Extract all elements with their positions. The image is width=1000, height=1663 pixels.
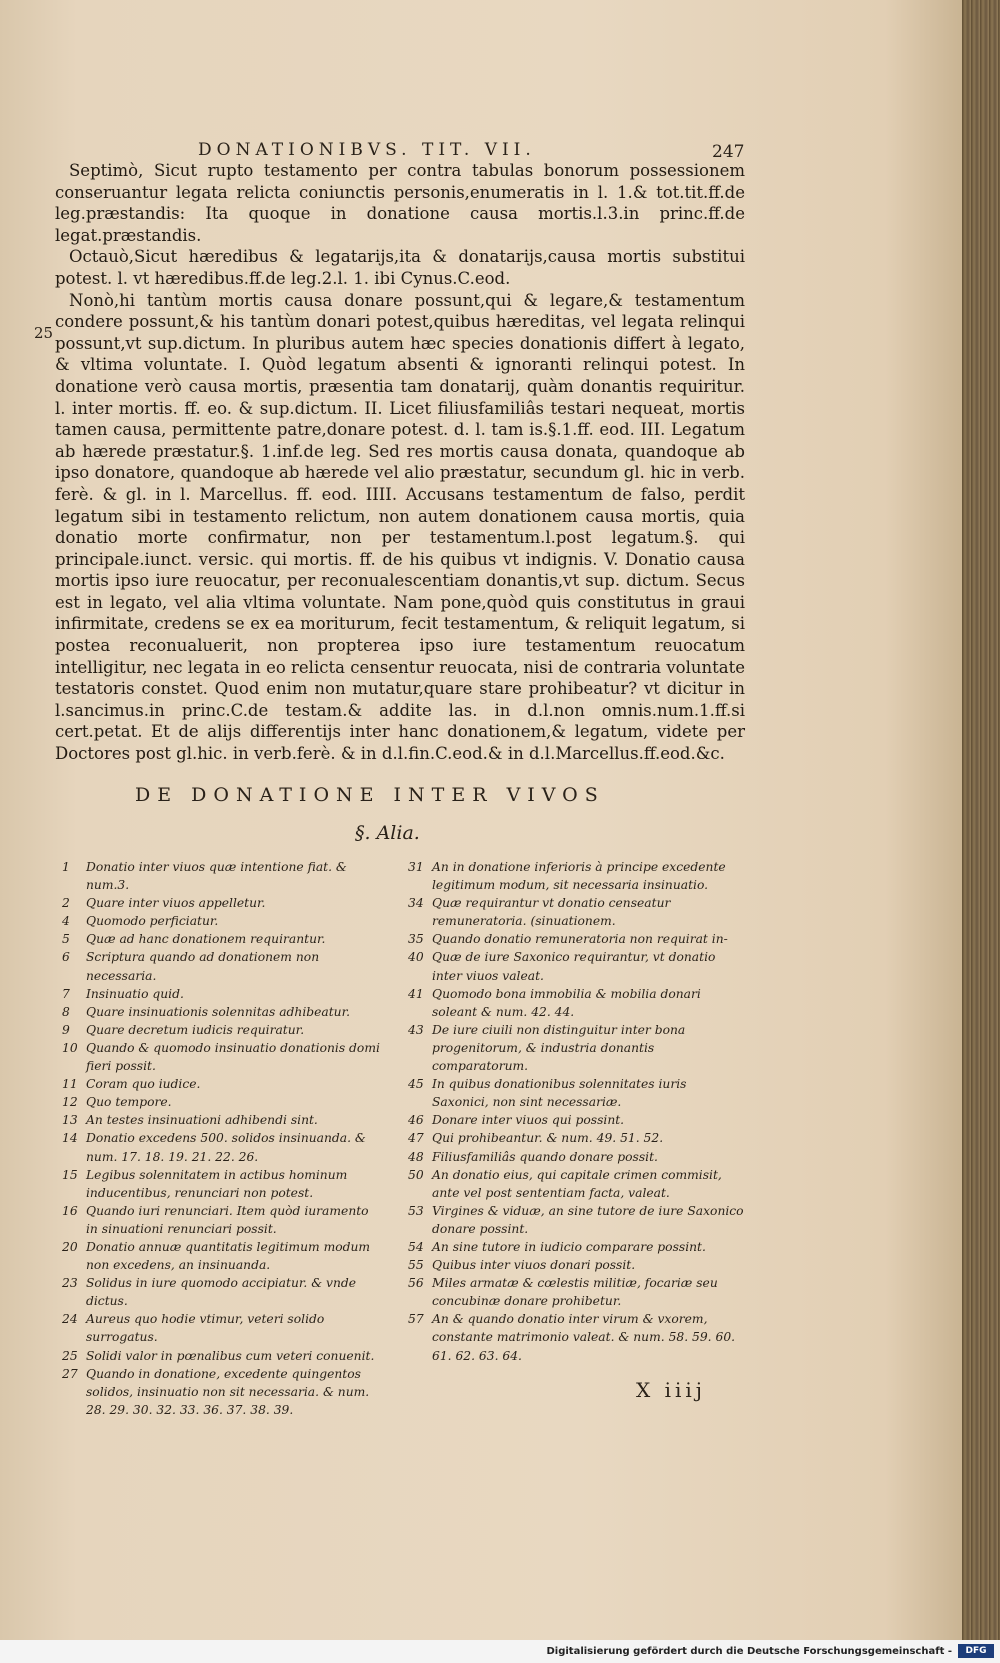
summary-item	[62, 912, 382, 930]
summary-item-number: 50	[408, 1167, 424, 1182]
summary-item-text: Quibus inter viuos donari possit.	[432, 1258, 636, 1273]
paragraph-octauo: Octauò,Sicut hæredibus & legatarijs,ita & donatarijs,causa mortis substitui potest. l. vt hæredibus.ff.de leg.2.l. 1. ibi Cynus.C.eod.	[55, 247, 745, 288]
summary-item-number: 35	[408, 932, 424, 947]
summary-item-text: Quare insinuationis solennitas adhibeatur.	[86, 1004, 351, 1019]
summary-item	[62, 1365, 382, 1419]
summary-item	[408, 1310, 744, 1364]
summary-item-text: Quando donatio remuneratoria non requirat in-	[432, 932, 728, 947]
summary-item	[62, 1111, 382, 1129]
summary-item-number: 54	[408, 1239, 424, 1254]
summary-item	[408, 1166, 744, 1202]
summary-item-text: An sine tutore in iudicio comparare possint.	[432, 1239, 706, 1254]
summary-item-number: 9	[62, 1022, 70, 1037]
body-text	[55, 160, 745, 765]
summary-item-text: Quando in donatione, excedente quingentos solidos, insinuatio non sit necessaria. & num. 28. 29. 30. 32. 33. 36. 37. 38. 39.	[86, 1366, 370, 1417]
summary-item-text: Solidus in iure quomodo accipiatur. & vnde dictus.	[86, 1276, 357, 1309]
summary-item-text: An in donatione inferioris à principe excedente legitimum modum, sit necessaria insinuatio.	[432, 860, 726, 893]
summary-item	[408, 1148, 744, 1166]
summary-item-text: Quomodo bona immobilia & mobilia donari soleant & num. 42. 44.	[432, 986, 701, 1019]
summary-item-number: 8	[62, 1004, 70, 1019]
summary-item-number: 57	[408, 1312, 424, 1327]
summary-item-text: Donare inter viuos qui possint.	[432, 1113, 625, 1128]
summary-item	[62, 930, 382, 948]
summary-item	[408, 1238, 744, 1256]
summary-item	[62, 985, 382, 1003]
summary-item-number: 16	[62, 1203, 78, 1218]
page-number: 247	[712, 142, 745, 162]
summary-item-number: 56	[408, 1276, 424, 1291]
summary-item	[408, 858, 744, 894]
summary-item	[408, 930, 744, 948]
summary-item-text: Coram quo iudice.	[86, 1077, 201, 1092]
summary-item-text: Legibus solennitatem in actibus hominum inducentibus, renunciari non potest.	[86, 1167, 348, 1200]
summary-item-text: Donatio excedens 500. solidos insinuanda. & num. 17. 18. 19. 21. 22. 26.	[86, 1131, 366, 1164]
summary-item-number: 40	[408, 950, 424, 965]
summary-item	[408, 1129, 744, 1147]
summary-item-number: 55	[408, 1258, 424, 1273]
summary-item-text: Virgines & viduæ, an sine tutore de iure Saxonico donare possint.	[432, 1203, 744, 1236]
summary-item-text: An testes insinuationi adhibendi sint.	[86, 1113, 318, 1128]
summary-item	[62, 1021, 382, 1039]
margin-line-number: 25	[34, 324, 54, 342]
summary-item	[62, 1274, 382, 1310]
summary-item	[62, 1129, 382, 1165]
summary-item	[62, 1166, 382, 1202]
summary-item-number: 14	[62, 1131, 78, 1146]
summary-item-number: 53	[408, 1203, 424, 1218]
summary-item	[408, 948, 744, 984]
summary-item-number: 15	[62, 1167, 78, 1182]
summary-item-number: 20	[62, 1239, 78, 1254]
dfg-logo: DFG	[958, 1644, 994, 1658]
summary-item-number: 7	[62, 986, 70, 1001]
summary-item-text: De iure ciuili non distinguitur inter bona progenitorum, & industria donantis comparatorum.	[432, 1022, 686, 1074]
summary-item-number: 24	[62, 1312, 78, 1327]
summary-column-right	[408, 858, 744, 1365]
summary-item-number: 45	[408, 1077, 424, 1092]
summary-item-text: Scriptura quando ad donationem non necessaria.	[86, 950, 320, 983]
summary-item	[408, 1202, 744, 1238]
summary-item-number: 41	[408, 986, 424, 1001]
summary-item-text: Quæ de iure Saxonico requirantur, vt donatio inter viuos valeat.	[432, 950, 716, 983]
summary-item	[62, 1238, 382, 1274]
summary-item-text: In quibus donationibus solennitates iuris Saxonici, non sint necessariæ.	[432, 1077, 687, 1110]
summary-item	[408, 1111, 744, 1129]
summary-item-number: 34	[408, 896, 424, 911]
summary-item-text: Quomodo perficiatur.	[86, 914, 219, 929]
summary-item-text: Quæ ad hanc donationem requirantur.	[86, 932, 326, 947]
summary-item-text: Insinuatio quid.	[86, 986, 184, 1001]
summary-item-text: Quo tempore.	[86, 1095, 172, 1110]
summary-item-text: Donatio inter viuos quæ intentione fiat. & num.3.	[86, 860, 347, 893]
summary-item-number: 4	[62, 914, 70, 929]
summary-item	[62, 1310, 382, 1346]
summary-item-number: 5	[62, 932, 70, 947]
summary-item-text: Quæ requirantur vt donatio censeatur remuneratoria. (sinuationem.	[432, 896, 671, 929]
summary-item-number: 2	[62, 896, 70, 911]
summary-item	[62, 894, 382, 912]
summary-item-number: 1	[62, 860, 70, 874]
summary-item	[408, 894, 744, 930]
summary-item-text: Filiusfamiliâs quando donare possit.	[432, 1149, 658, 1164]
summary-item-number: 11	[62, 1077, 78, 1092]
summary-item-number: 25	[62, 1348, 78, 1363]
summary-item	[408, 1256, 744, 1274]
paragraph-nono: Nonò,hi tantùm mortis causa donare possunt,qui & legare,& testamentum condere possunt,& his tantùm donari potest,quibus hæreditas, vel legata relinqui possunt,vt sup.dictum. In pluribus autem hæc species donationis differt à legato, & vltima voluntate. I. Quòd legatum absenti & ignoranti relinqui potest. In donatione verò causa mortis, præsentia tam donatarij, quàm donantis requiritur. l. inter mortis. ff. eo. & sup.dictum. II. Licet filiusfamiliâs testari nequeat, mortis tamen causa, permittente patre,donare potest. d. l. tam is.§.1.ff. eod. III. Legatum ab hærede præstatur.§. 1.inf.de leg. Sed res mortis causa donata, quandoque ab ipso donatore, quandoque ab hærede vel alio præstatur, secundum gl. hic in verb. ferè. & gl. in l. Marcellus. ff. eod. IIII. Accusans testamentum de falso, perdit legatum sibi in testamento relictum, non autem donationem causa mortis, quia donatio morte confirmatur, non per testamentum.l.post legatum.§. qui principale.iunct. versic. qui mortis. ff. de his quibus vt indignis. V. Donatio causa mortis ipso iure reuocatur, per reconualescentiam donantis,vt sup. dictum. Secus est in legato, vel alia vltima voluntate. Nam pone,quòd quis constitutus in graui infirmitate, credens se ex ea moriturum, fecit testamentum, & reliquit legatum, si postea reconualuerit, non propterea ipso iure testamentum reuocatum intelligitur, nec legata in eo relicta censentur reuocata, nisi de contraria voluntate testatoris constet. Quod enim non mutatur,quare stare prohibeatur? vt dicitur in l.sancimus.in princ.C.de testam.& addite las. in d.l.non omnis.num.1.ff.si cert.petat. Et de alijs differentijs inter hanc donationem,& legatum, videte per Doctores post gl.hic. in verb.ferè. & in d.l.fin.C.eod.& in d.l.Marcellus.ff.eod.&c.	[55, 290, 745, 764]
summary-item	[62, 1003, 382, 1021]
summary-item	[62, 1039, 382, 1075]
summary-item	[62, 1075, 382, 1093]
running-head: DONATIONIBVS. TIT. VII.	[198, 140, 536, 160]
summary-item-number: 43	[408, 1022, 424, 1037]
summary-item-number: 46	[408, 1113, 424, 1128]
summary-item-text: Solidi valor in pœnalibus cum veteri conuenit.	[86, 1348, 375, 1363]
summary-column-left	[62, 858, 382, 1419]
summary-item	[62, 948, 382, 984]
summary-item-number: 12	[62, 1095, 78, 1110]
summary-item	[62, 1093, 382, 1111]
summary-item	[408, 1075, 744, 1111]
signature-mark: X iiij	[636, 1378, 706, 1402]
summary-item-text: Quando & quomodo insinuatio donationis domi fieri possit.	[86, 1040, 380, 1074]
summary-item-number: 13	[62, 1113, 78, 1128]
footer-credit: Digitalisierung gefördert durch die Deutsche Forschungsgemeinschaft -	[546, 1646, 952, 1657]
summary-item-text: An & quando donatio inter virum & vxorem, constante matrimonio valeat. & num. 58. 59. 60. 61. 62. 63. 64.	[432, 1312, 736, 1363]
book-edge	[962, 0, 1000, 1640]
summary-item	[408, 1021, 744, 1075]
summary-item	[62, 1347, 382, 1365]
section-heading: DE DONATIONE INTER VIVOS	[135, 784, 605, 806]
summary-item-text: Quare decretum iudicis requiratur.	[86, 1022, 305, 1037]
paragraph-septimo: Septimò, Sicut rupto testamento per contra tabulas bonorum possessionem conseruantur legata relicta coniunctis personis,enumeratis in l. 1.& tot.tit.ff.de leg.præstandis: Ita quoque in donatione causa mortis.l.3.in princ.ff.de legat.præstandis.	[55, 161, 745, 245]
summary-item-number: 10	[62, 1040, 78, 1055]
section-subheading: §. Alia.	[355, 822, 420, 844]
summary-item-text: Miles armatæ & cœlestis militiæ, focariæ seu concubinæ donare prohibetur.	[432, 1276, 718, 1309]
summary-item-text: An donatio eius, qui capitale crimen commisit, ante vel post sententiam facta, valeat.	[432, 1167, 722, 1200]
summary-item	[408, 985, 744, 1021]
summary-item-number: 27	[62, 1366, 78, 1381]
summary-item-text: Aureus quo hodie vtimur, veteri solido surrogatus.	[86, 1312, 325, 1345]
summary-item	[408, 1274, 744, 1310]
summary-item-number: 48	[408, 1149, 424, 1164]
summary-item-number: 31	[408, 860, 424, 874]
summary-item-number: 47	[408, 1131, 424, 1146]
summary-item-text: Donatio annuæ quantitatis legitimum modum non excedens, an insinuanda.	[86, 1239, 371, 1273]
summary-item-number: 6	[62, 950, 70, 965]
summary-item	[62, 1202, 382, 1238]
summary-item	[62, 858, 382, 894]
summary-item-number: 23	[62, 1276, 78, 1291]
summary-item-text: Quando iuri renunciari. Item quòd iuramento in sinuationi renunciari possit.	[86, 1203, 369, 1236]
summary-item-text: Qui prohibeantur. & num. 49. 51. 52.	[432, 1131, 664, 1146]
summary-item-text: Quare inter viuos appelletur.	[86, 896, 266, 911]
